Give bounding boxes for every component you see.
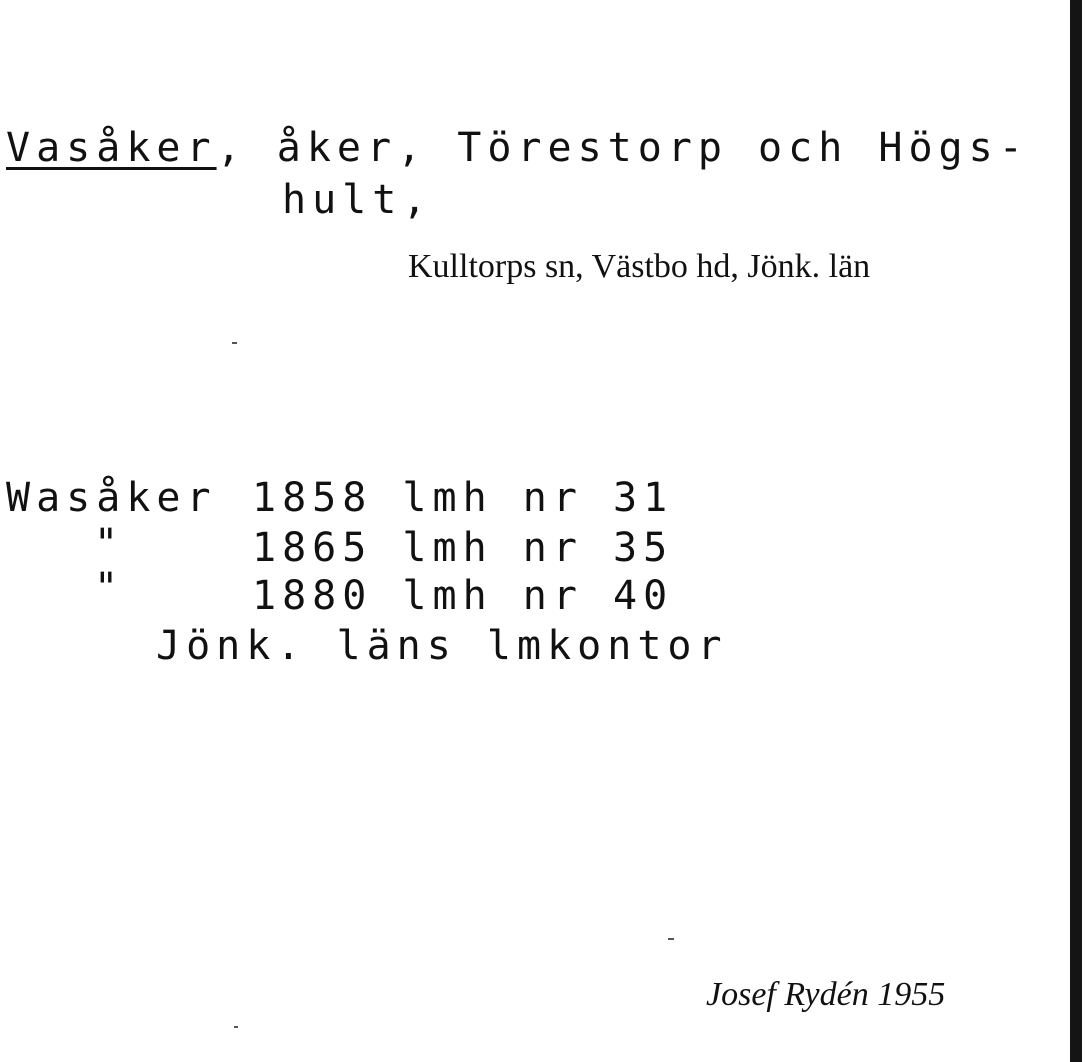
speck [234,1026,238,1028]
record-row [94,565,125,611]
speck [668,938,674,940]
heading-line-1 [6,125,1029,171]
place-name: Vasåker [6,125,217,171]
ditto-mark: " [94,565,125,611]
location-text: Kulltorps sn, Västbo hd, Jönk. län [408,248,871,285]
record-type: lmh [402,525,493,571]
record-number: nr 31 [522,475,674,521]
ditto-mark: " [94,521,125,567]
record-year: 1880 [252,573,373,619]
archive-line: Jönk. läns lmkontor [156,623,728,669]
record-year: 1865 [252,525,373,571]
record-details [252,573,674,619]
record-type: lmh [402,475,493,521]
record-row [6,475,217,521]
record-details [252,525,674,571]
record-number: nr 35 [522,525,674,571]
speck [232,342,237,344]
record-number: nr 40 [522,573,674,619]
heading-rest: , åker, Törestorp och Högs- [216,125,1029,171]
record-year: 1858 [252,475,373,521]
heading-line-2: hult, [282,177,433,223]
record-type: lmh [402,573,493,619]
signature: Josef Rydén 1955 [706,976,946,1013]
record-details [252,475,674,521]
record-row [94,521,125,567]
card-edge [1070,0,1082,1062]
record-name: Wasåker [6,475,217,521]
